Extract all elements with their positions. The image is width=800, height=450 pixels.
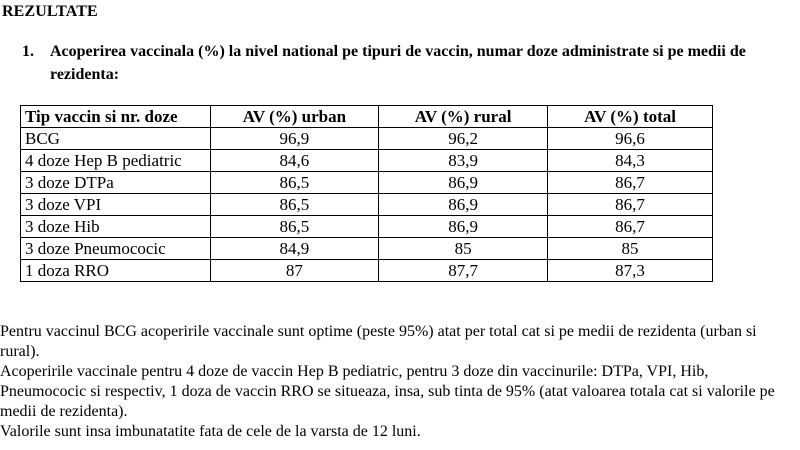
cell-urban: 96,9 xyxy=(210,128,379,150)
table-row xyxy=(21,172,713,194)
table-row xyxy=(21,216,713,238)
cell-urban: 86,5 xyxy=(210,194,379,216)
cell-urban: 87 xyxy=(210,260,379,282)
cell-rural: 96,2 xyxy=(379,128,548,150)
cell-total: 85 xyxy=(548,238,713,260)
body-text xyxy=(0,322,790,442)
cell-vaccine: 3 doze VPI xyxy=(21,194,211,216)
vaccination-coverage-table xyxy=(20,105,713,282)
table-row xyxy=(21,194,713,216)
cell-vaccine: 3 doze Pneumococic xyxy=(21,238,211,260)
paragraph-below-target: Acoperirile vaccinale pentru 4 doze de vaccin Hep B pediatric, pentru 3 doze din vaccinurile: DTPa, VPI, Hib, Pneumococic si respectiv, 1 doza de vaccin RRO se situeaza, insa, sub tinta de 95% (atat valoarea totala cat si valorile pe medii de rezidenta). xyxy=(0,363,775,420)
cell-rural: 85 xyxy=(379,238,548,260)
table-row xyxy=(21,238,713,260)
cell-vaccine: 3 doze Hib xyxy=(21,216,211,238)
cell-urban: 86,5 xyxy=(210,216,379,238)
cell-vaccine: BCG xyxy=(21,128,211,150)
table-row xyxy=(21,150,713,172)
cell-rural: 83,9 xyxy=(379,150,548,172)
cell-rural: 86,9 xyxy=(379,194,548,216)
cell-vaccine: 3 doze DTPa xyxy=(21,172,211,194)
table-row xyxy=(21,128,713,150)
cell-rural: 86,9 xyxy=(379,172,548,194)
item-heading: Acoperirea vaccinala (%) la nivel national pe tipuri de vaccin, numar doze administrate si pe medii de rezidenta: xyxy=(50,43,746,83)
paragraph-bcg: Pentru vaccinul BCG acoperirile vaccinale sunt optime (peste 95%) atat per total cat si pe medii de rezidenta (urban si rural). xyxy=(0,323,757,360)
cell-vaccine: 1 doza RRO xyxy=(21,260,211,282)
header-av-rural: AV (%) rural xyxy=(379,106,548,128)
cell-rural: 87,7 xyxy=(379,260,548,282)
table-header-row xyxy=(21,106,713,128)
cell-vaccine: 4 doze Hep B pediatric xyxy=(21,150,211,172)
cell-urban: 84,6 xyxy=(210,150,379,172)
header-av-urban: AV (%) urban xyxy=(210,106,379,128)
cell-total: 86,7 xyxy=(548,194,713,216)
item-number: 1. xyxy=(22,43,34,60)
cell-rural: 86,9 xyxy=(379,216,548,238)
cell-total: 84,3 xyxy=(548,150,713,172)
cell-urban: 84,9 xyxy=(210,238,379,260)
paragraph-improvement: Valorile sunt insa imbunatatite fata de cele de la varsta de 12 luni. xyxy=(0,423,421,440)
cell-total: 87,3 xyxy=(548,260,713,282)
cell-total: 86,7 xyxy=(548,172,713,194)
header-av-total: AV (%) total xyxy=(548,106,713,128)
cell-urban: 86,5 xyxy=(210,172,379,194)
section-heading: REZULTATE xyxy=(2,3,98,20)
header-vaccine-type: Tip vaccin si nr. doze xyxy=(21,106,211,128)
cell-total: 86,7 xyxy=(548,216,713,238)
cell-total: 96,6 xyxy=(548,128,713,150)
table-row xyxy=(21,260,713,282)
